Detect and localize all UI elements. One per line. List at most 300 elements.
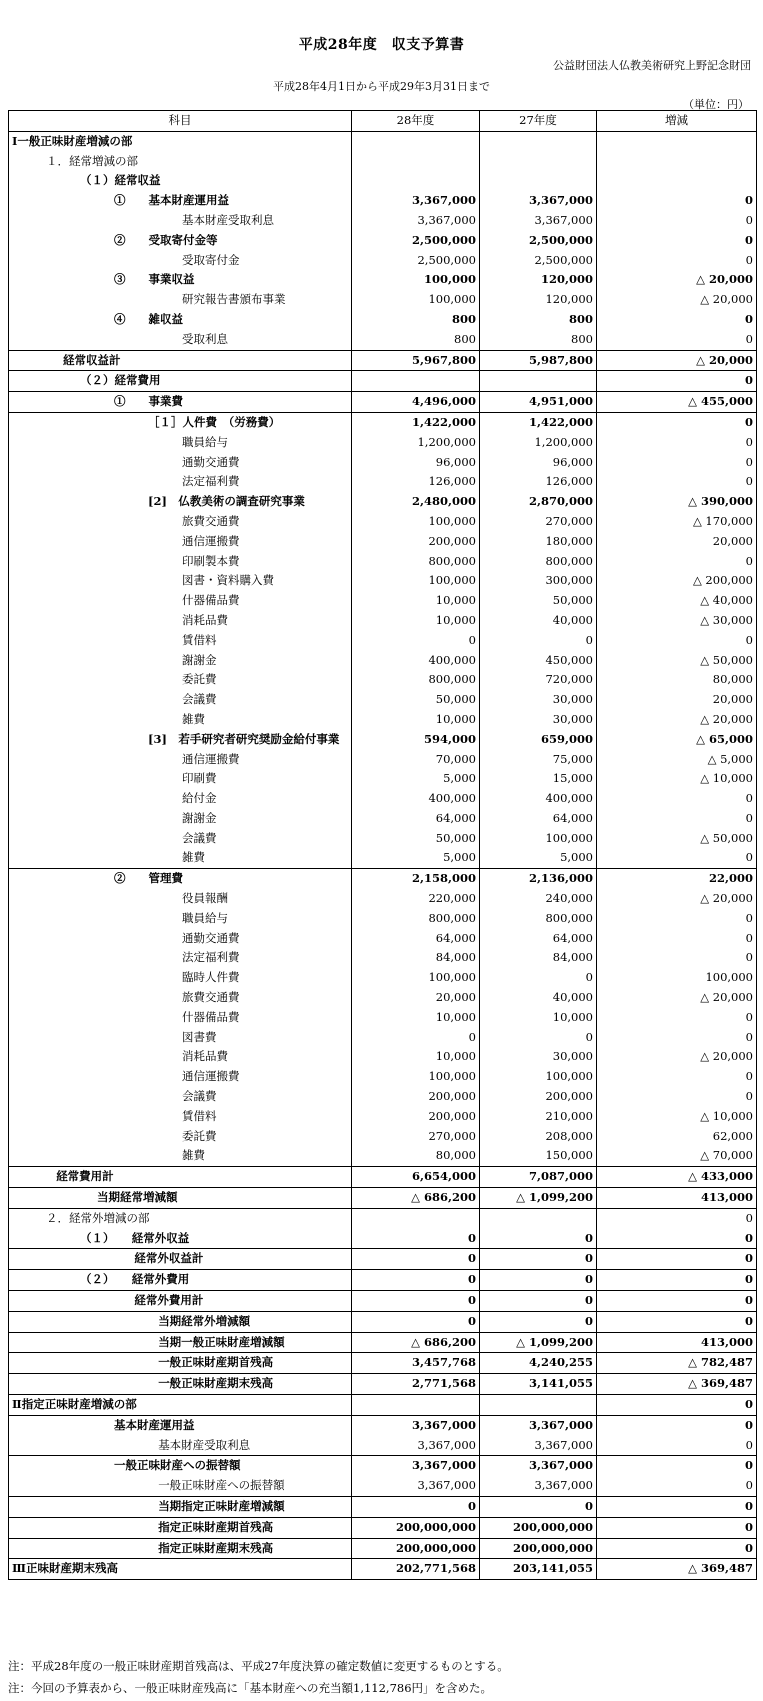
row-value-diff: 413,000 (597, 1188, 757, 1209)
table-row (9, 1229, 757, 1249)
row-value-diff: 0 (597, 1067, 757, 1087)
row-label: ③ 事業収益 (9, 270, 352, 290)
row-value-fy28: 50,000 (352, 829, 480, 849)
table-row (9, 1127, 757, 1147)
row-value-fy28: 800,000 (352, 670, 480, 690)
row-value-diff: △ 10,000 (597, 1107, 757, 1127)
table-row (9, 1087, 757, 1107)
row-label: 経常外収益計 (9, 1249, 352, 1270)
row-value-diff: 0 (597, 948, 757, 968)
row-value-fy27: 3,367,000 (480, 1415, 597, 1435)
row-value-diff: 0 (597, 433, 757, 453)
table-row (9, 310, 757, 330)
table-row (9, 1311, 757, 1332)
row-value-fy27: 210,000 (480, 1107, 597, 1127)
row-value-fy28: 202,771,568 (352, 1559, 480, 1580)
row-label: 通信運搬費 (9, 1067, 352, 1087)
budget-table-body (9, 131, 757, 1579)
row-value-fy27: 4,951,000 (480, 392, 597, 413)
table-row (9, 1167, 757, 1188)
row-label: 一般正味財産への振替額 (9, 1456, 352, 1476)
budget-table (8, 110, 757, 1580)
table-row (9, 611, 757, 631)
row-value-fy28: △ 686,200 (352, 1188, 480, 1209)
row-value-diff: 0 (597, 310, 757, 330)
row-value-fy27: 200,000,000 (480, 1538, 597, 1559)
row-value-fy27: 2,500,000 (480, 231, 597, 251)
table-row (9, 848, 757, 868)
table-row (9, 769, 757, 789)
row-label: Ⅲ正味財産期末残高 (9, 1559, 352, 1580)
table-row (9, 1353, 757, 1374)
table-row (9, 1496, 757, 1517)
row-value-fy27: 30,000 (480, 690, 597, 710)
row-value-fy27: 2,136,000 (480, 869, 597, 889)
row-value-fy28: 200,000,000 (352, 1538, 480, 1559)
table-row (9, 412, 757, 432)
row-label: 什器備品費 (9, 591, 352, 611)
row-value-diff: 0 (597, 371, 757, 392)
row-value-fy28: 5,000 (352, 848, 480, 868)
row-value-fy27: 203,141,055 (480, 1559, 597, 1580)
row-label: ④ 雑収益 (9, 310, 352, 330)
table-row (9, 191, 757, 211)
table-row (9, 1107, 757, 1127)
row-value-fy28 (352, 131, 480, 151)
row-value-fy27: 150,000 (480, 1146, 597, 1166)
row-value-fy27: 1,422,000 (480, 412, 597, 432)
row-value-fy27: 7,087,000 (480, 1167, 597, 1188)
row-value-fy27: △ 1,099,200 (480, 1188, 597, 1209)
row-label: ［１］人件費 （労務費） (9, 412, 352, 432)
row-value-fy28: 4,496,000 (352, 392, 480, 413)
row-value-fy27: 100,000 (480, 1067, 597, 1087)
row-label: 謝謝金 (9, 809, 352, 829)
row-value-fy27: 270,000 (480, 512, 597, 532)
row-value-diff: △ 20,000 (597, 889, 757, 909)
row-value-fy28: 0 (352, 631, 480, 651)
row-value-diff: △ 20,000 (597, 270, 757, 290)
row-value-fy27: 5,987,800 (480, 350, 597, 371)
table-row (9, 392, 757, 413)
table-row (9, 750, 757, 770)
row-value-diff: 0 (597, 789, 757, 809)
row-value-diff: △ 50,000 (597, 829, 757, 849)
row-value-diff: 0 (597, 631, 757, 651)
row-value-fy28: 70,000 (352, 750, 480, 770)
row-value-fy27: 0 (480, 1249, 597, 1270)
row-value-fy27: 0 (480, 968, 597, 988)
row-label: 図書・資料購入費 (9, 571, 352, 591)
row-value-fy28: 200,000 (352, 1107, 480, 1127)
row-value-diff: 0 (597, 330, 757, 350)
row-value-fy28: 270,000 (352, 1127, 480, 1147)
row-value-diff: 0 (597, 1395, 757, 1416)
row-value-fy28: △ 686,200 (352, 1332, 480, 1353)
row-value-fy27: 659,000 (480, 730, 597, 750)
row-value-diff: △ 70,000 (597, 1146, 757, 1166)
organization-name: 公益財団法人仏教美術研究上野記念財団 (553, 59, 751, 72)
table-row (9, 1047, 757, 1067)
row-label: 旅費交通費 (9, 512, 352, 532)
row-value-fy28: 800 (352, 310, 480, 330)
row-value-fy27: 40,000 (480, 988, 597, 1008)
row-value-diff: △ 10,000 (597, 769, 757, 789)
row-value-fy28: 2,158,000 (352, 869, 480, 889)
table-row (9, 330, 757, 350)
row-label: 委託費 (9, 1127, 352, 1147)
row-value-fy27: 3,367,000 (480, 211, 597, 231)
row-label: 役員報酬 (9, 889, 352, 909)
row-value-fy28: 800 (352, 330, 480, 350)
row-value-diff (597, 131, 757, 151)
table-row (9, 1146, 757, 1166)
table-row (9, 948, 757, 968)
row-value-fy27: 3,367,000 (480, 191, 597, 211)
table-row (9, 552, 757, 572)
table-row (9, 512, 757, 532)
row-value-fy28: 100,000 (352, 1067, 480, 1087)
row-value-fy28: 220,000 (352, 889, 480, 909)
row-label: 会議費 (9, 1087, 352, 1107)
row-value-fy27: 800,000 (480, 552, 597, 572)
table-row (9, 1249, 757, 1270)
row-value-fy27: 400,000 (480, 789, 597, 809)
table-row (9, 988, 757, 1008)
row-value-fy27: 720,000 (480, 670, 597, 690)
row-value-diff: 0 (597, 453, 757, 473)
table-row (9, 631, 757, 651)
row-label: ① 事業費 (9, 392, 352, 413)
table-row (9, 591, 757, 611)
row-label: 基本財産運用益 (9, 1415, 352, 1435)
row-value-fy27: 3,141,055 (480, 1374, 597, 1395)
row-label: （２）経常費用 (9, 371, 352, 392)
table-row (9, 889, 757, 909)
row-label: [3] 若手研究者研究奨励金給付事業 (9, 730, 352, 750)
row-value-fy28: 5,000 (352, 769, 480, 789)
row-value-fy27: 75,000 (480, 750, 597, 770)
row-value-diff: 0 (597, 929, 757, 949)
row-value-diff: △ 390,000 (597, 492, 757, 512)
row-value-diff: △ 50,000 (597, 651, 757, 671)
row-label: 法定福利費 (9, 948, 352, 968)
row-value-fy28: 100,000 (352, 571, 480, 591)
row-value-fy27: 3,367,000 (480, 1456, 597, 1476)
row-value-diff: 0 (597, 552, 757, 572)
row-label: 消耗品費 (9, 1047, 352, 1067)
row-value-diff: 0 (597, 472, 757, 492)
table-row (9, 231, 757, 251)
row-label: 臨時人件費 (9, 968, 352, 988)
row-value-diff: 0 (597, 1087, 757, 1107)
row-value-fy28: 400,000 (352, 651, 480, 671)
row-value-diff: 22,000 (597, 869, 757, 889)
table-row (9, 968, 757, 988)
row-label: 通勤交通費 (9, 929, 352, 949)
row-value-fy28: 126,000 (352, 472, 480, 492)
row-value-fy28: 20,000 (352, 988, 480, 1008)
row-value-diff: △ 369,487 (597, 1559, 757, 1580)
row-value-fy28: 96,000 (352, 453, 480, 473)
row-value-diff: 0 (597, 1311, 757, 1332)
row-value-fy28: 64,000 (352, 809, 480, 829)
fiscal-period: 平成28年4月1日から平成29年3月31日まで (273, 80, 490, 93)
table-row (9, 290, 757, 310)
row-value-fy28: 594,000 (352, 730, 480, 750)
table-row (9, 1456, 757, 1476)
row-value-fy28: 200,000,000 (352, 1517, 480, 1538)
row-value-diff: 0 (597, 1436, 757, 1456)
table-row (9, 1008, 757, 1028)
row-value-fy27: 30,000 (480, 710, 597, 730)
row-label: 通信運搬費 (9, 532, 352, 552)
table-row (9, 710, 757, 730)
table-row (9, 453, 757, 473)
table-row (9, 270, 757, 290)
table-row (9, 670, 757, 690)
row-value-fy28 (352, 152, 480, 172)
row-value-fy27 (480, 1395, 597, 1416)
table-row (9, 350, 757, 371)
row-value-fy27: 0 (480, 631, 597, 651)
table-row (9, 1538, 757, 1559)
row-label: 職員給与 (9, 433, 352, 453)
row-value-fy27: 240,000 (480, 889, 597, 909)
row-value-fy28: 2,771,568 (352, 1374, 480, 1395)
table-row (9, 1476, 757, 1496)
row-value-fy28: 200,000 (352, 1087, 480, 1107)
table-row (9, 1270, 757, 1291)
row-label: ② 管理費 (9, 869, 352, 889)
row-label: 雑費 (9, 848, 352, 868)
row-value-diff: △ 65,000 (597, 730, 757, 750)
row-value-diff: 0 (597, 1517, 757, 1538)
row-label: 給付金 (9, 789, 352, 809)
row-value-fy28: 3,367,000 (352, 1456, 480, 1476)
row-value-fy27: 180,000 (480, 532, 597, 552)
row-value-fy27: 3,367,000 (480, 1476, 597, 1496)
row-value-diff: 0 (597, 1270, 757, 1291)
row-value-diff: 20,000 (597, 532, 757, 552)
row-value-diff: 20,000 (597, 690, 757, 710)
row-value-diff: 0 (597, 909, 757, 929)
row-label: 研究報告書頒布事業 (9, 290, 352, 310)
row-value-fy27 (480, 1208, 597, 1228)
table-row (9, 1395, 757, 1416)
row-value-fy28 (352, 1395, 480, 1416)
row-label: ２．経常外増減の部 (9, 1208, 352, 1228)
row-value-fy28: 0 (352, 1270, 480, 1291)
row-value-fy28: 50,000 (352, 690, 480, 710)
row-value-fy27: 40,000 (480, 611, 597, 631)
column-header-item: 科目 (9, 111, 352, 132)
table-header-row (9, 111, 757, 132)
row-value-fy27: 84,000 (480, 948, 597, 968)
row-value-fy28: 10,000 (352, 591, 480, 611)
row-label: 受取利息 (9, 330, 352, 350)
table-row (9, 909, 757, 929)
row-value-diff: 0 (597, 1229, 757, 1249)
row-label: 賃借料 (9, 1107, 352, 1127)
row-label: 当期一般正味財産増減額 (9, 1332, 352, 1353)
row-label: ① 基本財産運用益 (9, 191, 352, 211)
row-label: （１）経常収益 (9, 171, 352, 191)
table-row (9, 651, 757, 671)
row-label: 経常外費用計 (9, 1291, 352, 1312)
row-value-fy27: 800 (480, 330, 597, 350)
row-value-fy27: 50,000 (480, 591, 597, 611)
row-label: 基本財産受取利息 (9, 211, 352, 231)
row-value-fy28: 64,000 (352, 929, 480, 949)
row-value-diff: △ 782,487 (597, 1353, 757, 1374)
row-value-fy27: 200,000,000 (480, 1517, 597, 1538)
row-value-fy28: 100,000 (352, 290, 480, 310)
table-row (9, 171, 757, 191)
row-value-diff: 0 (597, 1456, 757, 1476)
table-row (9, 571, 757, 591)
row-label: 法定福利費 (9, 472, 352, 492)
table-row (9, 1374, 757, 1395)
row-value-fy28: 3,367,000 (352, 211, 480, 231)
row-value-fy27: 200,000 (480, 1087, 597, 1107)
row-label: 一般正味財産への振替額 (9, 1476, 352, 1496)
row-value-diff: 0 (597, 1415, 757, 1435)
row-value-fy27: 800 (480, 310, 597, 330)
row-value-diff: △ 20,000 (597, 1047, 757, 1067)
table-row (9, 730, 757, 750)
row-value-diff: 0 (597, 231, 757, 251)
row-label: 一般正味財産期末残高 (9, 1374, 352, 1395)
row-value-fy28: 100,000 (352, 270, 480, 290)
row-value-diff: △ 20,000 (597, 350, 757, 371)
row-value-diff: 0 (597, 1538, 757, 1559)
row-value-fy28: 3,367,000 (352, 1476, 480, 1496)
row-value-fy28: 800,000 (352, 909, 480, 929)
row-value-diff: 0 (597, 848, 757, 868)
row-value-fy28: 0 (352, 1291, 480, 1312)
column-header-fy28: 28年度 (352, 111, 480, 132)
row-value-diff (597, 152, 757, 172)
table-row (9, 829, 757, 849)
table-row (9, 690, 757, 710)
row-value-fy28: 10,000 (352, 710, 480, 730)
row-value-fy27 (480, 131, 597, 151)
row-value-fy28: 1,200,000 (352, 433, 480, 453)
row-label: 基本財産受取利息 (9, 1436, 352, 1456)
row-label: 経常収益計 (9, 350, 352, 371)
row-value-fy28: 84,000 (352, 948, 480, 968)
row-value-fy27: 0 (480, 1311, 597, 1332)
row-label: 旅費交通費 (9, 988, 352, 1008)
table-row (9, 1415, 757, 1435)
row-label: 職員給与 (9, 909, 352, 929)
row-value-fy27: 2,870,000 (480, 492, 597, 512)
row-value-fy28: 0 (352, 1249, 480, 1270)
row-value-diff: 62,000 (597, 1127, 757, 1147)
row-label: １．経常増減の部 (9, 152, 352, 172)
row-label: （２） 経常外費用 (9, 1270, 352, 1291)
row-value-fy27: 126,000 (480, 472, 597, 492)
row-label: 消耗品費 (9, 611, 352, 631)
table-row (9, 492, 757, 512)
row-label: 委託費 (9, 670, 352, 690)
row-value-fy27: 15,000 (480, 769, 597, 789)
row-label: ② 受取寄付金等 (9, 231, 352, 251)
row-label: （１） 経常外収益 (9, 1229, 352, 1249)
row-value-fy27 (480, 152, 597, 172)
table-row (9, 1517, 757, 1538)
row-label: [2] 仏教美術の調査研究事業 (9, 492, 352, 512)
row-value-diff (597, 171, 757, 191)
row-value-fy27: 64,000 (480, 929, 597, 949)
row-value-diff: 0 (597, 412, 757, 432)
table-row (9, 532, 757, 552)
table-row (9, 251, 757, 271)
row-value-diff: 0 (597, 211, 757, 231)
table-row (9, 1291, 757, 1312)
table-row (9, 433, 757, 453)
row-value-fy27: 0 (480, 1229, 597, 1249)
row-value-fy28: 2,500,000 (352, 231, 480, 251)
row-label: 受取寄付金 (9, 251, 352, 271)
row-value-diff: 0 (597, 1028, 757, 1048)
row-value-fy27: 450,000 (480, 651, 597, 671)
table-row (9, 1436, 757, 1456)
row-label: 当期経常増減額 (9, 1188, 352, 1209)
row-value-diff: △ 5,000 (597, 750, 757, 770)
column-header-fy27: 27年度 (480, 111, 597, 132)
row-label: 経常費用計 (9, 1167, 352, 1188)
row-value-diff: △ 20,000 (597, 290, 757, 310)
row-value-fy27: 120,000 (480, 270, 597, 290)
row-value-fy28: 10,000 (352, 611, 480, 631)
table-row (9, 1188, 757, 1209)
row-value-fy27: 10,000 (480, 1008, 597, 1028)
row-label: 通信運搬費 (9, 750, 352, 770)
table-row (9, 809, 757, 829)
row-value-fy27: 120,000 (480, 290, 597, 310)
row-label: 当期指定正味財産増減額 (9, 1496, 352, 1517)
row-label: Ⅰ一般正味財産増減の部 (9, 131, 352, 151)
table-row (9, 1067, 757, 1087)
row-value-diff: 0 (597, 1008, 757, 1028)
row-value-diff: 100,000 (597, 968, 757, 988)
row-value-fy27: △ 1,099,200 (480, 1332, 597, 1353)
row-value-fy27: 0 (480, 1028, 597, 1048)
row-label: 一般正味財産期首残高 (9, 1353, 352, 1374)
row-value-fy28: 0 (352, 1496, 480, 1517)
row-label: 指定正味財産期首残高 (9, 1517, 352, 1538)
row-value-fy27: 800,000 (480, 909, 597, 929)
row-value-fy27 (480, 171, 597, 191)
unit-label: （単位：円） (683, 98, 749, 111)
row-value-fy27: 4,240,255 (480, 1353, 597, 1374)
row-value-fy27: 100,000 (480, 829, 597, 849)
row-value-fy28: 2,500,000 (352, 251, 480, 271)
row-value-fy28: 6,654,000 (352, 1167, 480, 1188)
table-row (9, 1208, 757, 1228)
row-value-fy27: 1,200,000 (480, 433, 597, 453)
row-label: 会議費 (9, 690, 352, 710)
row-value-fy28: 2,480,000 (352, 492, 480, 512)
table-row (9, 929, 757, 949)
row-value-diff: △ 170,000 (597, 512, 757, 532)
row-value-fy27: 208,000 (480, 1127, 597, 1147)
row-label: 会議費 (9, 829, 352, 849)
row-value-diff: 0 (597, 1208, 757, 1228)
row-value-fy27: 0 (480, 1291, 597, 1312)
